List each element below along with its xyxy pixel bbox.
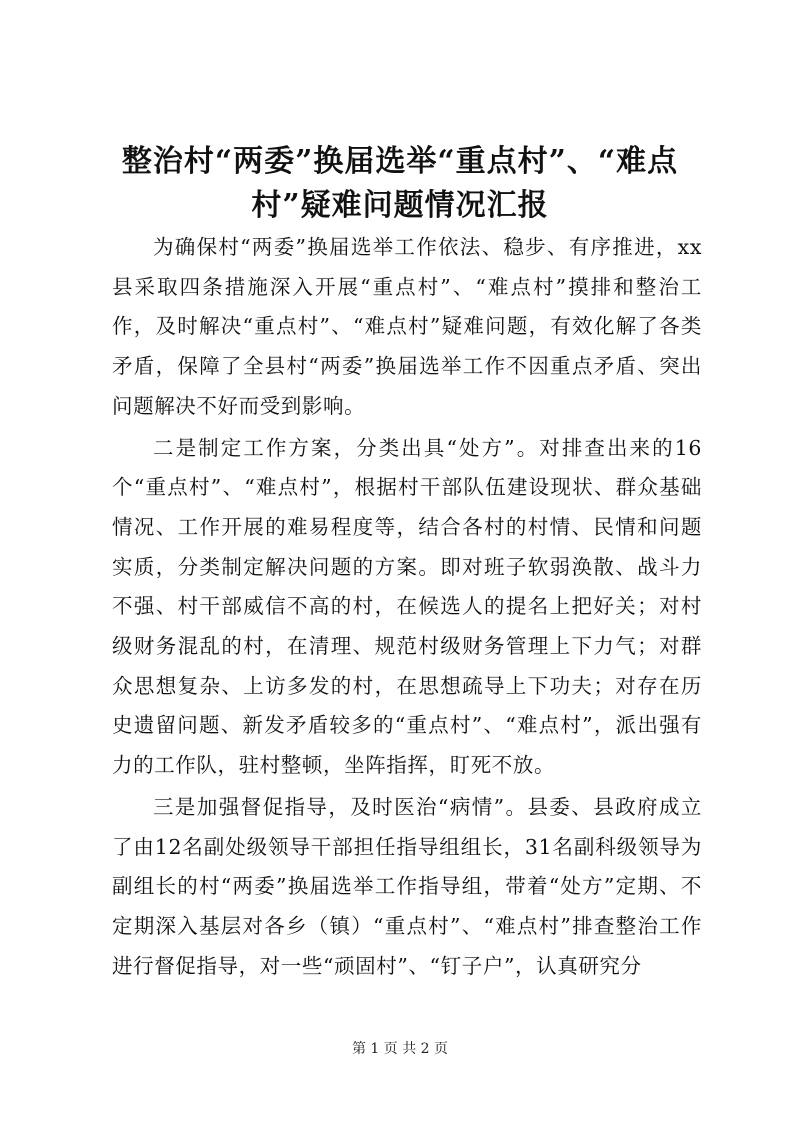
document-title: 整治村“两委”换届选举“重点村”、“难点村”疑难问题情况汇报 (121, 144, 679, 223)
page-number-footer: 第 1 页 共 2 页 (351, 1041, 449, 1057)
paragraph-measure-three: 三是加强督促指导，及时医治“病情”。县委、县政府成立了由12名副处级领导干部担任指导组组长，31名副科级领导为副组长的村“两委”换届选举工作指导组，带着“处方”定期、不定期深入基层对各乡（镇）“重点村”、“难点村”排查整治工作进行督促指导，对一些“顽固村”、“钉子户”，认真研究分 (112, 794, 702, 978)
paragraph-intro: 为确保村“两委”换届选举工作依法、稳步、有序推进，xx县采取四条措施深入开展“重点村”、“难点村”摸排和整治工作，及时解决“重点村”、“难点村”疑难问题，有效化解了各类矛盾，保障了全县村“两委”换届选举工作不因重点矛盾、突出问题解决不好而受到影响。 (112, 235, 702, 418)
paragraph-measure-two: 二是制定工作方案，分类出具“处方”。对排查出来的16个“重点村”、“难点村”，根据村干部队伍建设现状、群众基础情况、工作开展的难易程度等，结合各村的村情、民情和问题实质，分类制定解决问题的方案。即对班子软弱涣散、战斗力不强、村干部威信不高的村，在候选人的提名上把好关；对村级财务混乱的村，在清理、规范村级财务管理上下力气；对群众思想复杂、上访多发的村，在思想疏导上下功夫；对存在历史遗留问题、新发矛盾较多的“重点村”、“难点村”，派出强有力的工作队，驻村整顿，坐阵指挥，盯死不放。 (112, 435, 702, 778)
document-body (112, 228, 702, 988)
